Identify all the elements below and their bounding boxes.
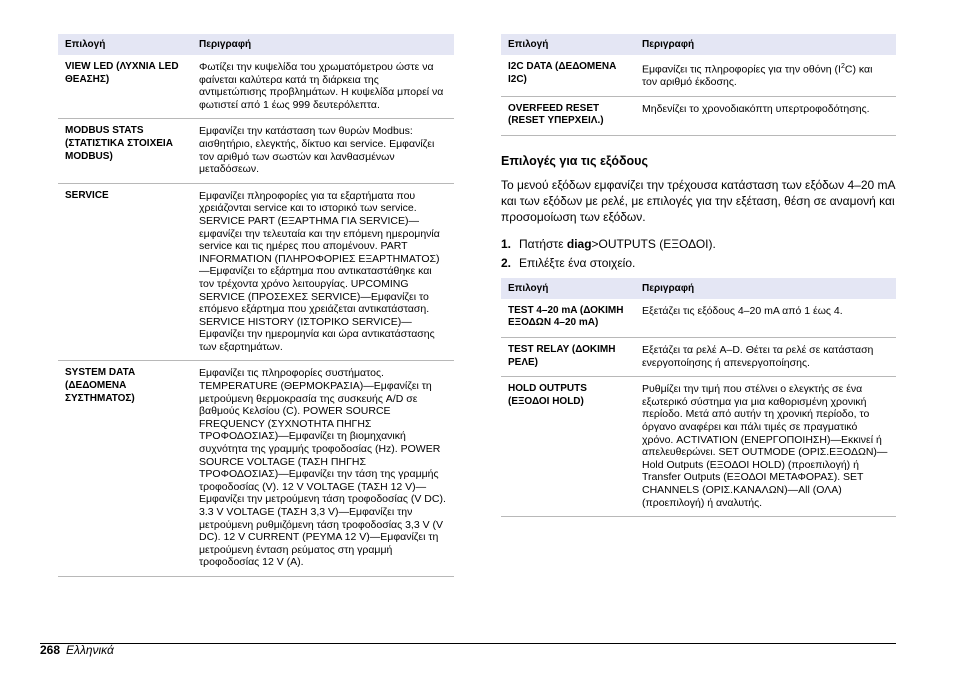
option-cell: I2C DATA (ΔΕΔΟΜΕΝΑ I2C) (501, 55, 635, 96)
step-number: 2. (501, 255, 512, 270)
page-footer (40, 643, 114, 657)
footer-language: Ελληνικά (66, 643, 114, 657)
list-item (501, 237, 896, 251)
table-header-row (58, 34, 454, 55)
description-cell: Εμφανίζει πληροφορίες για τα εξαρτήματα που χρειάζονται service και το ιστορικό των service. SERVICE PART (ΕΞΑΡΤΗΜΑ ΓΙΑ SERVICE)—εμφανίζει την τελευταία και την επόμενη ημερομηνία service και τις ημέρες που απομένουν. PART INFORMATION (ΠΛΗΡΟΦΟΡΙΕΣ ΕΞΑΡΤΗΜΑΤΟΣ)—Εμφανίζει το εξάρτημα που αντικαταστάθηκε και τον τρέχοντα χρόνο λειτουργίας. UPCOMING SERVICE (ΠΡΟΣΕΧΕΣ SERVICE)—Εμφανίζει το επόμενο εξάρτημα που χρειάζεται αντικατάσταση. SERVICE HISTORY (ΙΣΤΟΡΙΚΟ SERVICE)—Εμφανίζει την ημερομηνία και ώρα αντικατάστασης των εξαρτημάτων. (192, 183, 454, 361)
option-cell: HOLD OUTPUTS (ΕΞΟΔΟΙ HOLD) (501, 377, 635, 517)
page-number: 268 (40, 643, 61, 657)
description-text: C) και τον αριθμό έκδοσης. (642, 63, 873, 89)
step-bold-text: diag (566, 236, 592, 251)
header-option: Επιλογή (501, 278, 635, 299)
description-cell: Μηδενίζει το χρονοδιακόπτη υπερτροφοδότησης. (635, 96, 896, 135)
option-cell: SERVICE (58, 183, 192, 361)
description-cell: Εξετάζει τις εξόδους 4–20 mA από 1 έως 4. (635, 299, 896, 338)
superscript: 2 (840, 63, 845, 70)
list-item (501, 256, 896, 270)
left-options-table (58, 34, 454, 577)
outputs-section (501, 154, 896, 270)
description-cell: Εμφανίζει την κατάσταση των θυρών Modbus: αισθητήριο, ελεγκτής, δίκτυο και service. Εμφανίζει τον αριθμό των σωστών και λανθασμένων μεταδόσεων. (192, 119, 454, 183)
header-description: Περιγραφή (635, 278, 896, 299)
right-bottom-options-table (501, 278, 896, 517)
table-row (501, 55, 896, 96)
section-paragraph: Το μενού εξόδων εμφανίζει την τρέχουσα κατάσταση των εξόδων 4–20 mA και των εξόδων με ρελέ, με επιλογές για την εξέταση, θέση σε αναμονή και προσομοίωση των εξόδων. (501, 177, 895, 224)
description-cell: Ρυθμίζει την τιμή που στέλνει ο ελεγκτής σε ένα εξωτερικό σύστημα για μια καθορισμένη χρονική περίοδο. Μετά από αυτήν τη χρονική περίοδο, το όργανο αναφέρει και πάλι τιμές σε πραγματικό χρόνο. ACTIVATION (ΕΝΕΡΓΟΠΟΙΗΣΗ)—Εκκινεί ή απελευθερώνει. SET OUTMODE (ΟΡΙΣ.ΕΞΟΔΩΝ)—Hold Outputs (ΕΞΟΔΟΙ HOLD) (προεπιλογή) ή Transfer Outputs (ΕΞΟΔΟΙ ΜΕΤΑΦΟΡΑΣ). SET CHANNELS (ΟΡΙΣ.ΚΑΝΑΛΩΝ)—All (ΟΛΑ) (προεπιλογή) ή αναλυτής. (635, 377, 896, 517)
option-cell: MODBUS STATS (ΣΤΑΤΙΣΤΙΚΑ ΣΤΟΙΧΕΙΑ MODBUS) (58, 119, 192, 183)
description-cell: Φωτίζει την κυψελίδα του χρωματόμετρου ώστε να φαίνεται καλύτερα κατά τη διάρκεια της αντιμετώπισης προβλημάτων. Η κυψελίδα μπορεί να φωτιστεί από 1 έως 999 δευτερόλεπτα. (192, 55, 454, 119)
description-cell: Εξετάζει τα ρελέ A–D. Θέτει τα ρελέ σε κατάσταση ενεργοποίησης ή απενεργοποίησης. (635, 338, 896, 377)
step-text: >OUTPUTS (ΕΞΟΔΟΙ). (591, 236, 716, 251)
table-row (501, 338, 896, 377)
header-option: Επιλογή (501, 34, 635, 55)
right-column (501, 34, 896, 517)
option-cell: TEST RELAY (ΔΟΚΙΜΗ ΡΕΛΕ) (501, 338, 635, 377)
table-row (501, 377, 896, 517)
table-row (58, 183, 454, 361)
header-description: Περιγραφή (635, 34, 896, 55)
footer-divider (40, 643, 896, 644)
header-option: Επιλογή (58, 34, 192, 55)
right-top-options-table (501, 34, 896, 136)
table-row (58, 55, 454, 119)
option-cell: OVERFEED RESET (RESET ΥΠΕΡΧΕΙΛ.) (501, 96, 635, 135)
option-cell: TEST 4–20 mA (ΔΟΚΙΜΗ ΕΞΟΔΩΝ 4–20 mA) (501, 299, 635, 338)
table-row (501, 299, 896, 338)
table-row (58, 361, 454, 577)
table-header-row (501, 278, 896, 299)
description-cell (635, 55, 896, 96)
option-cell: SYSTEM DATA (ΔΕΔΟΜΕΝΑ ΣΥΣΤΗΜΑΤΟΣ) (58, 361, 192, 577)
section-heading: Επιλογές για τις εξόδους (501, 153, 648, 168)
header-description: Περιγραφή (192, 34, 454, 55)
step-text: Επιλέξτε ένα στοιχείο. (519, 255, 636, 270)
left-column (58, 34, 454, 577)
table-row (501, 96, 896, 135)
description-cell: Εμφανίζει τις πληροφορίες συστήματος. TEMPERATURE (ΘΕΡΜΟΚΡΑΣΙΑ)—Εμφανίζει τη μετρούμενη θερμοκρασία της συσκευής A/D σε βαθμούς Κελσίου (C). POWER SOURCE FREQUENCY (ΣΥΧΝΟΤΗΤΑ ΠΗΓΗΣ ΤΡΟΦΟΔΟΣΙΑΣ)—Εμφανίζει τη βιομηχανική συχνότητα της γραμμής τροφοδοσίας (Hz). POWER SOURCE VOLTAGE (ΤΑΣΗ ΠΗΓΗΣ ΤΡΟΦΟΔΟΣΙΑΣ)—Εμφανίζει την τάση της γραμμής τροφοδοσίας (V). 12 V VOLTAGE (ΤΑΣΗ 12 V)—Εμφανίζει την μετρούμενη τάση τροφοδοσίας (V DC). 3.3 V VOLTAGE (ΤΑΣΗ 3,3 V)—Εμφανίζει την μετρούμενη ρυθμιζόμενη τάση τροφοδοσίας 3,3 V (V DC). 12 V CURRENT (ΡΕΥΜΑ 12 V)—Εμφανίζει τη μετρούμενη ένταση ρεύματος στη γραμμή τροφοδοσίας 12 V (A). (192, 361, 454, 577)
step-number: 1. (501, 236, 512, 251)
step-text: Πατήστε (519, 236, 567, 251)
table-header-row (501, 34, 896, 55)
option-cell: VIEW LED (ΛΥΧΝΙΑ LED ΘΕΑΣΗΣ) (58, 55, 192, 119)
description-text: Εμφανίζει τις πληροφορίες για την οθόνη (I (642, 63, 841, 76)
steps-list (501, 237, 896, 270)
table-row (58, 119, 454, 183)
